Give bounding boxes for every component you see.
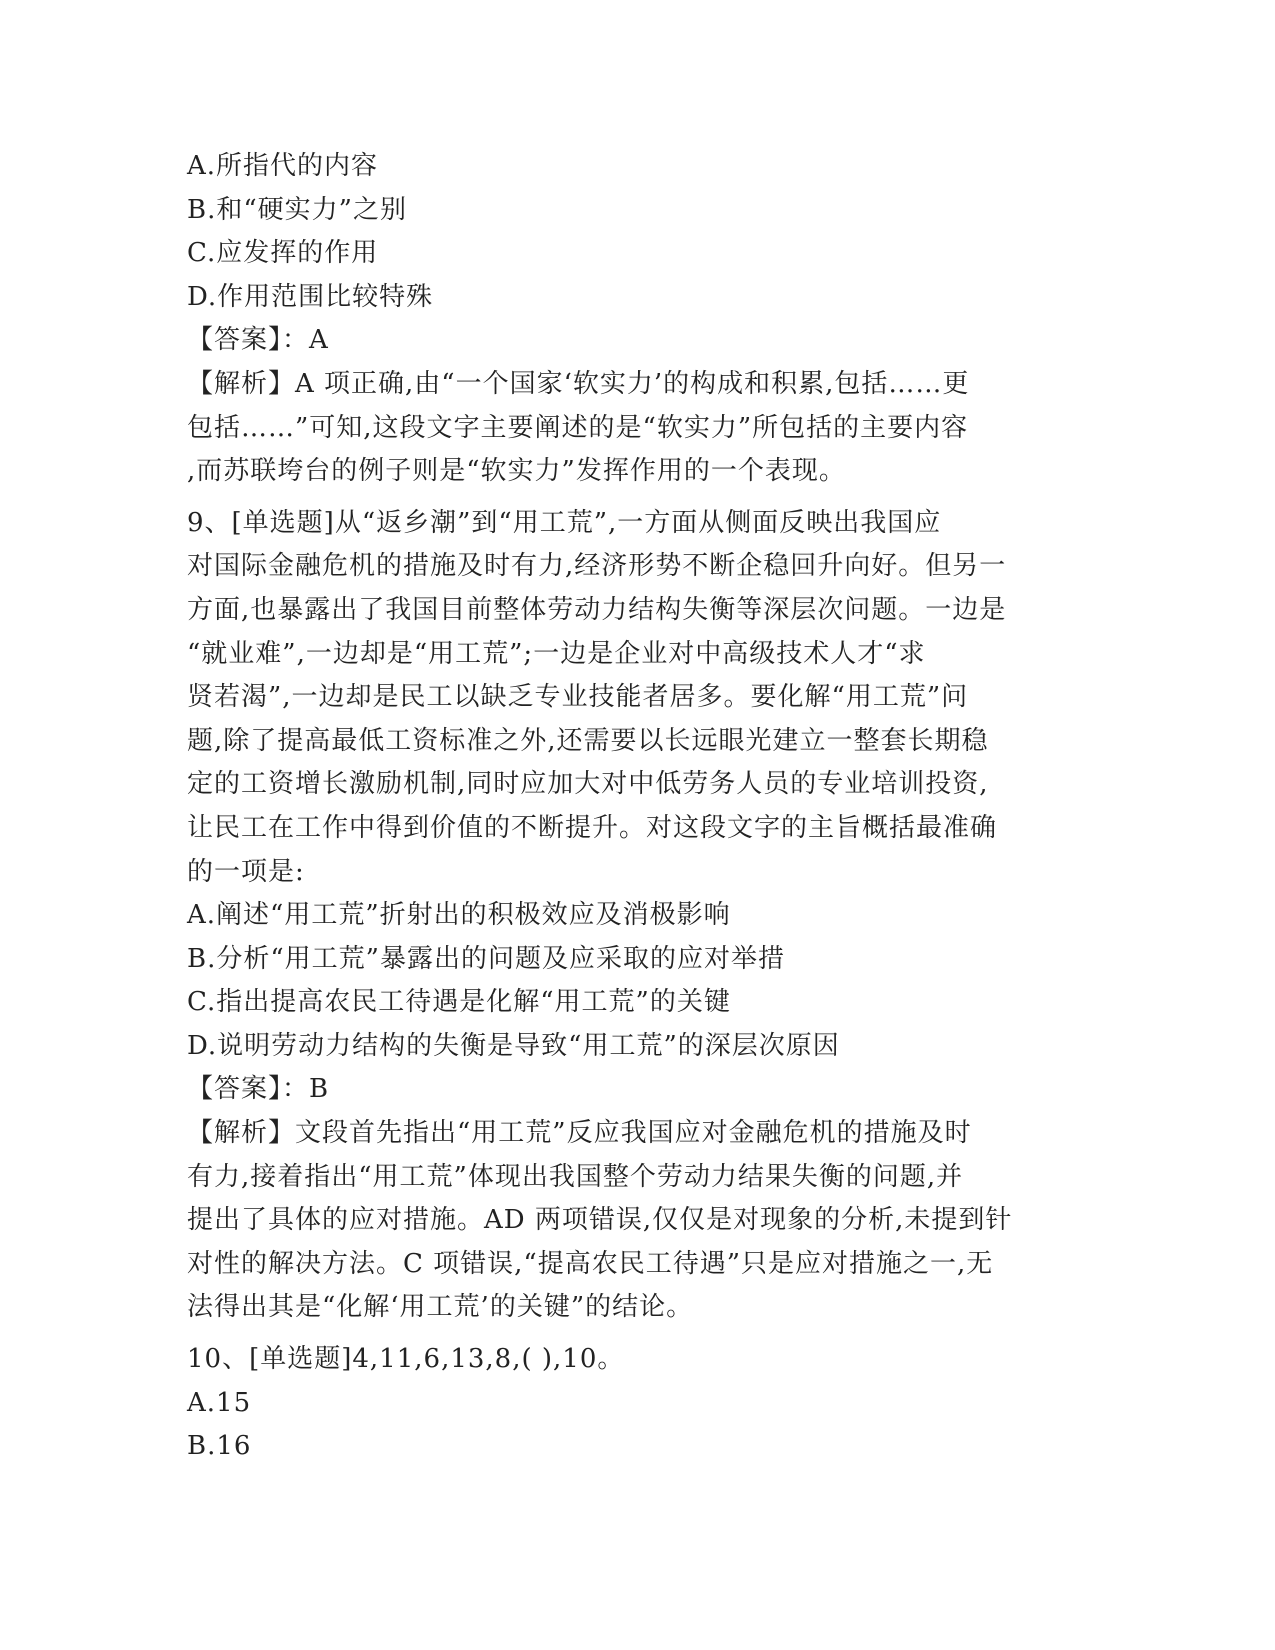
q9-stem-line: 方面,也暴露出了我国目前整体劳动力结构失衡等深层次问题。一边是 — [187, 594, 1007, 625]
q8-analysis-line: ,而苏联垮台的例子则是“软实力”发挥作用的一个表现。 — [187, 456, 846, 487]
q9-analysis-line: 法得出其是“化解‘用工荒’的关键”的结论。 — [187, 1292, 694, 1323]
q8-option-d: D.作用范围比较特殊 — [187, 281, 434, 312]
q9-answer: 【答案】：B — [187, 1074, 330, 1105]
q10-option-a: A.15 — [187, 1387, 252, 1418]
q9-option-a: A.阐述“用工荒”折射出的积极效应及消极影响 — [187, 900, 731, 931]
q9-analysis-line: 提出了具体的应对措施。AD 两项错误,仅仅是对现象的分析,未提到针 — [187, 1205, 1013, 1236]
q9-option-c: C.指出提高农民工待遇是化解“用工荒”的关键 — [187, 987, 731, 1018]
document-page — [187, 145, 1087, 1469]
q10-stem-line: 10、[单选题]4,11,6,13,8,( ),10。 — [187, 1344, 625, 1375]
q9-stem-line: 题,除了提高最低工资标准之外,还需要以长远眼光建立一整套长期稳 — [187, 725, 989, 756]
q8-answer: 【答案】：A — [187, 325, 329, 356]
q9-analysis-line: 对性的解决方法。C 项错误,“提高农民工待遇”只是应对措施之一,无 — [187, 1248, 994, 1279]
q9-stem-line: 定的工资增长激励机制,同时应加大对中低劳务人员的专业培训投资, — [187, 769, 989, 800]
q8-option-a: A.所指代的内容 — [187, 151, 379, 181]
q10-option-b: B.16 — [187, 1431, 252, 1462]
q9-stem-line: 让民工在工作中得到价值的不断提升。对这段文字的主旨概括最准确 — [187, 812, 998, 843]
q9-option-b: B.分析“用工荒”暴露出的问题及应采取的应对举措 — [187, 943, 785, 974]
q9-stem-line: “就业难”,一边却是“用工荒”;一边是企业对中高级技术人才“求 — [187, 638, 926, 669]
q8-analysis-line: 包括……”可知,这段文字主要阐述的是“软实力”所包括的主要内容 — [187, 412, 969, 443]
question-gap — [187, 494, 1087, 502]
q9-stem-line: 的一项是: — [187, 856, 305, 887]
q8-option-c: C.应发挥的作用 — [187, 238, 379, 269]
q9-option-d: D.说明劳动力结构的失衡是导致“用工荒”的深层次原因 — [187, 1030, 840, 1061]
q9-stem-line: 对国际金融危机的措施及时有力,经济形势不断企稳回升向好。但另一 — [187, 551, 1007, 582]
question-gap — [187, 1330, 1087, 1338]
q9-stem-line: 贤若渴”,一边却是民工以缺乏专业技能者居多。要化解“用工荒”问 — [187, 682, 969, 713]
q8-analysis-line: 【解析】A 项正确,由“一个国家‘软实力’的构成和积累,包括……更 — [187, 368, 970, 399]
q8-option-b: B.和“硬实力”之别 — [187, 194, 407, 225]
q9-analysis-line: 有力,接着指出“用工荒”体现出我国整个劳动力结果失衡的问题,并 — [187, 1161, 964, 1192]
q9-analysis-line: 【解析】文段首先指出“用工荒”反应我国应对金融危机的措施及时 — [187, 1118, 972, 1149]
q9-stem-line: 9、[单选题]从“返乡潮”到“用工荒”,一方面从侧面反映出我国应 — [187, 507, 942, 538]
